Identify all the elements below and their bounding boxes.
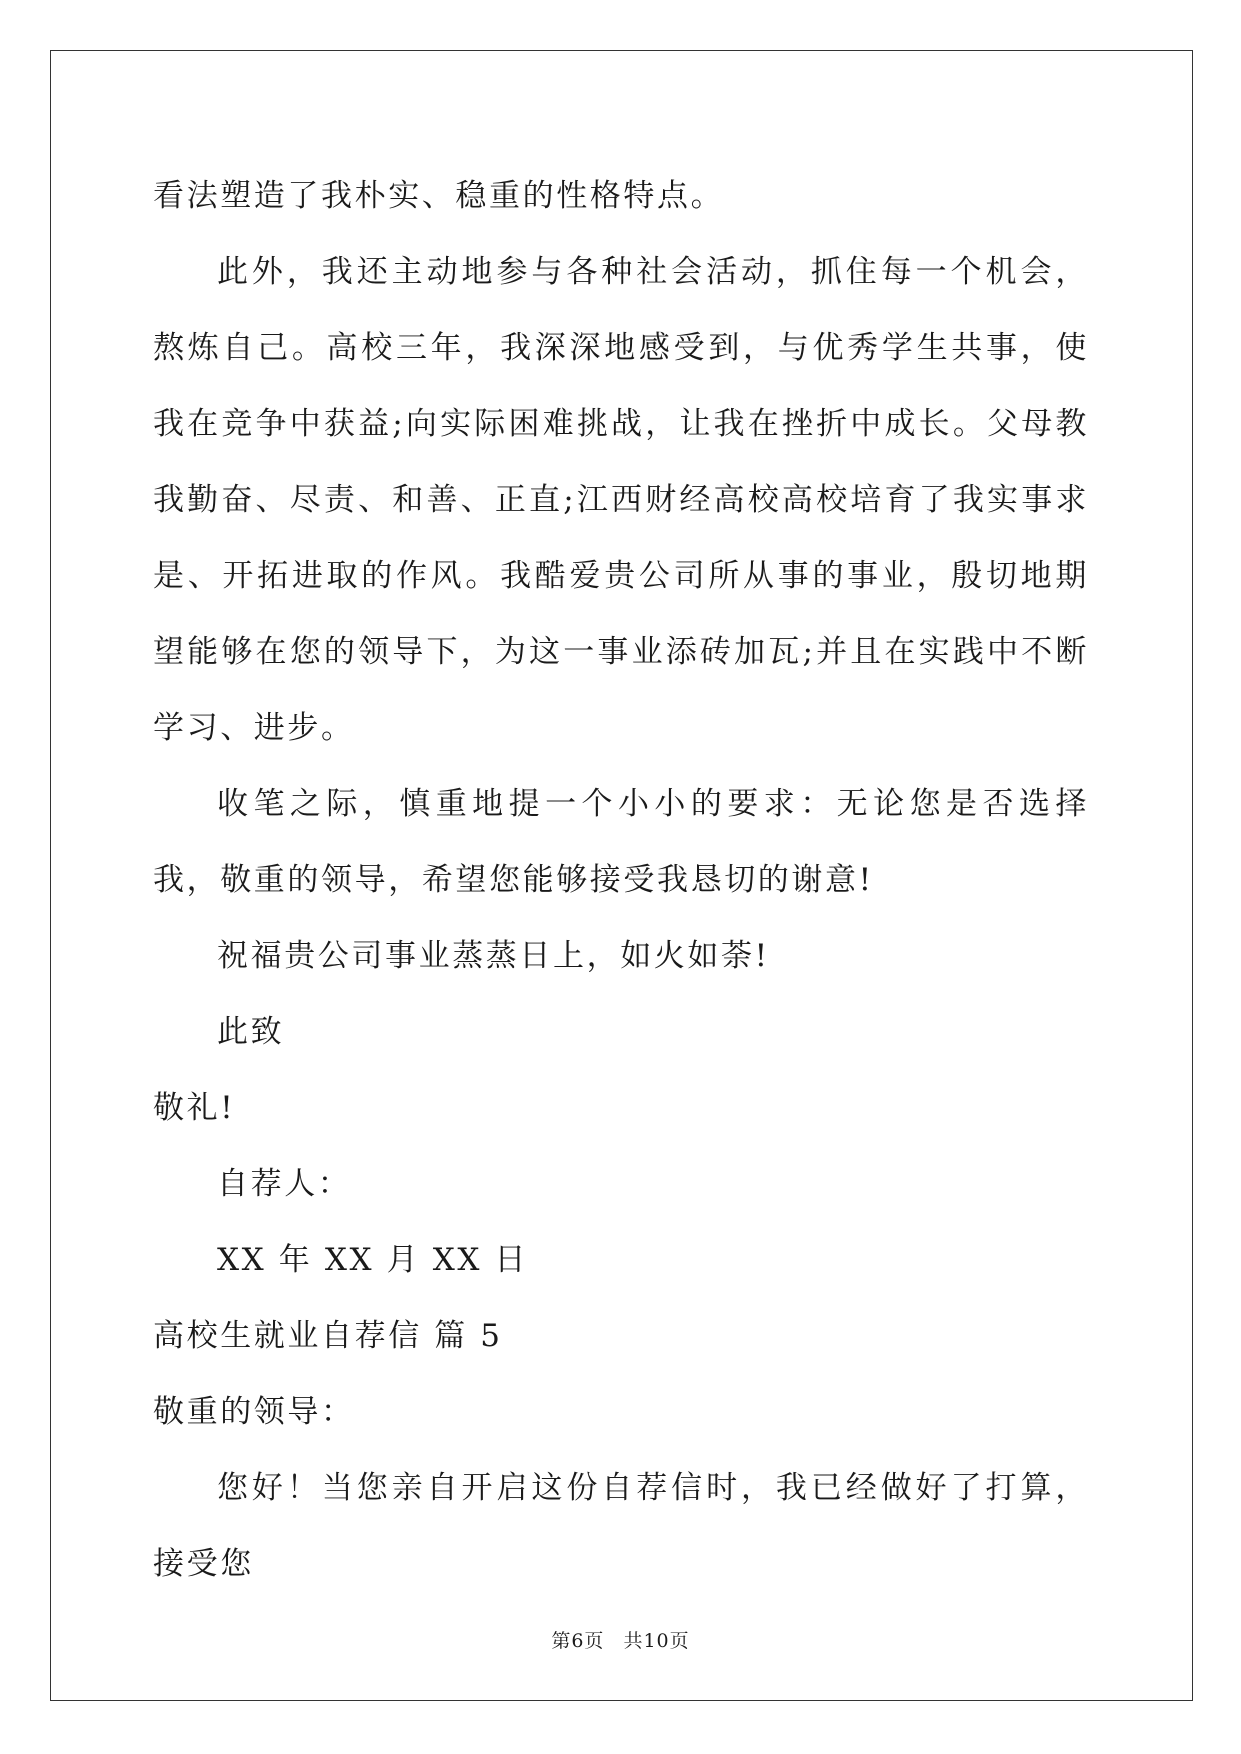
paragraph-opening: 您好！当您亲自开启这份自荐信时，我已经做好了打算，接受您 — [153, 1470, 1089, 1582]
page-total: 共10页 — [623, 1630, 690, 1652]
closing-regards: 敬礼! — [153, 1090, 236, 1126]
paragraph-3: 收笔之际，慎重地提一个小小的要求：无论您是否选择我，敬重的领导，希望您能够接受我恳切的谢意! — [153, 786, 1089, 898]
document-body — [153, 158, 1089, 1602]
section-heading: 高校生就业自荐信 篇 5 — [153, 1318, 503, 1354]
page-footer — [0, 1626, 1241, 1653]
date-line: XX 年 XX 月 XX 日 — [217, 1242, 529, 1278]
paragraph-2: 此外，我还主动地参与各种社会活动，抓住每一个机会，熬炼自己。高校三年，我深深地感受到，与优秀学生共事，使我在竞争中获益;向实际困难挑战，让我在挫折中成长。父母教我勤奋、尽责、和善、正直;江西财经高校高校培育了我实事求是、开拓进取的作风。我酷爱贵公司所从事的事业，殷切地期望能够在您的领导下，为这一事业添砖加瓦;并且在实践中不断学习、进步。 — [153, 254, 1089, 746]
paragraph-1: 看法塑造了我朴实、稳重的性格特点。 — [153, 178, 725, 214]
signature-label: 自荐人： — [217, 1166, 352, 1202]
greeting: 敬重的领导： — [153, 1394, 355, 1430]
closing-salutation: 此致 — [217, 1014, 285, 1050]
page-number: 第6页 — [551, 1630, 605, 1652]
paragraph-4: 祝福贵公司事业蒸蒸日上，如火如荼! — [217, 938, 770, 974]
